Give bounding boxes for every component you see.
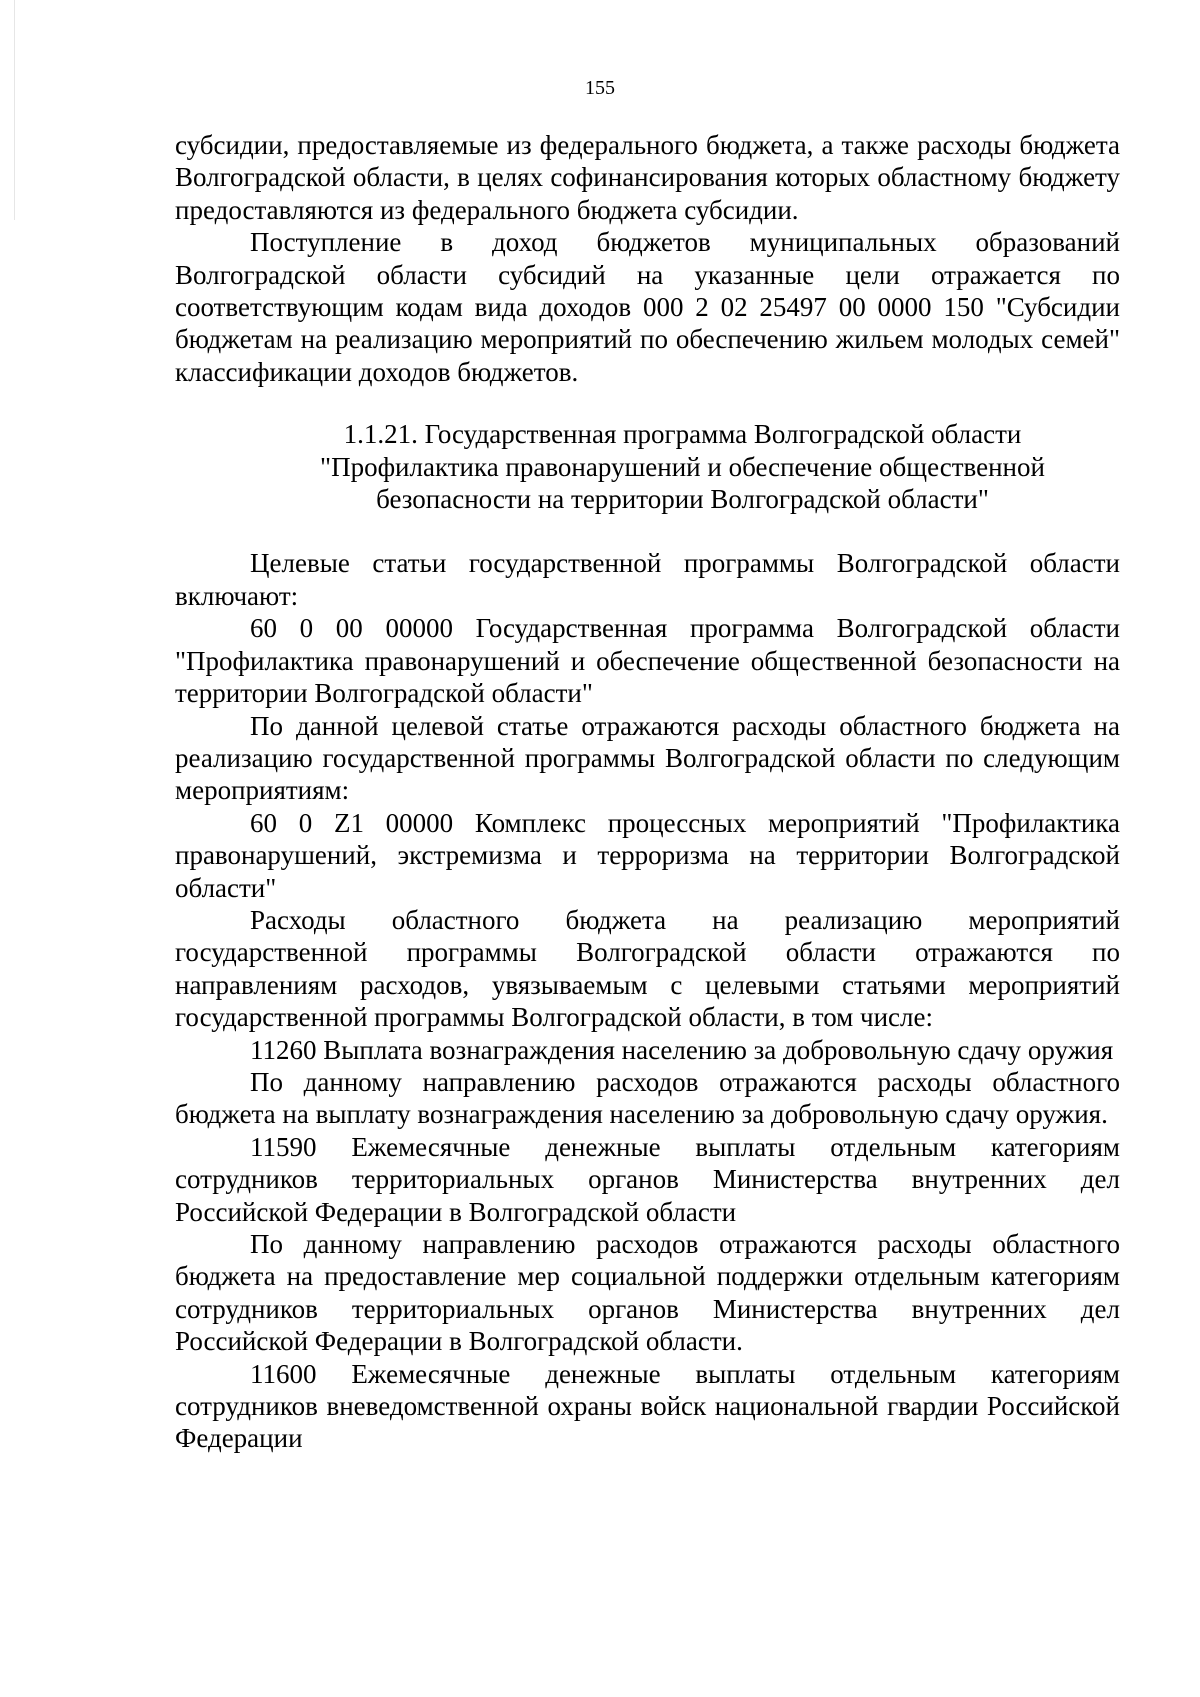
paragraph-continuation: субсидии, предоставляемые из федерального бюджета, а также расходы бюджета Волгоградской области, в целях софинансирования которых областному бюджету предоставляются из федерального бюджета субсидии. — [175, 130, 1120, 225]
paragraph-code-60z1: 60 0 Z1 00000 Комплекс процессных мероприятий "Профилактика правонарушений, экстремизма и терроризма на территории Волгоградской области" — [175, 807, 1120, 903]
section-heading-line-2: "Профилактика правонарушений и обеспечение общественной — [320, 451, 1045, 482]
page-number: 155 — [585, 77, 615, 99]
section-heading-line-3: безопасности на территории Волгоградской области" — [376, 484, 989, 515]
paragraph-code-11590: 11590 Ежемесячные денежные выплаты отдельным категориям сотрудников территориальных органов Министерства внутренних дел Российской Федерации в Волгоградской области — [175, 1131, 1120, 1227]
paragraph-11260-description: По данному направлению расходов отражаются расходы областного бюджета на выплату вознаграждения населению за добровольную сдачу оружия. — [175, 1066, 1120, 1130]
paragraph-income-receipt: Поступление в доход бюджетов муниципальных образований Волгоградской области субсидий на указанные цели отражается по соответствующим кодам вида доходов 000 2 02 25497 00 0000 150 "Субсидии бюджетам на реализацию мероприятий по обеспечению жильем молодых семей" классификации доходов бюджетов. — [175, 227, 1120, 387]
paragraph-expenses-description: По данной целевой статье отражаются расходы областного бюджета на реализацию государственной программы Волгоградской области по следующим мероприятиям: — [175, 710, 1120, 806]
paragraph-expense-directions: Расходы областного бюджета на реализацию мероприятий государственной программы Волгоградской области отражаются по направлениям расходов, увязываемым с целевыми статьями мероприятий государственной программы Волгоградской области, в том числе: — [175, 904, 1120, 1033]
paragraph-code-11600: 11600 Ежемесячные денежные выплаты отдельным категориям сотрудников вневедомственной охраны войск национальной гвардии Российской Федерации — [175, 1358, 1120, 1454]
paragraph-code-11260: 11260 Выплата вознаграждения населению за добровольную сдачу оружия — [250, 1034, 1114, 1065]
section-heading-line-1: 1.1.21. Государственная программа Волгоградской области — [343, 419, 1022, 450]
section-heading — [175, 388, 1120, 547]
scan-edge-mark — [14, 0, 15, 220]
paragraph-11590-description: По данному направлению расходов отражаются расходы областного бюджета на предоставление мер социальной поддержки отдельным категориям сотрудников территориальных органов Министерства внутренних дел Российской Федерации в Волгоградской области. — [175, 1229, 1120, 1357]
document-body — [175, 129, 1120, 1455]
paragraph-code-600000000: 60 0 00 00000 Государственная программа Волгоградской области "Профилактика правонарушений и обеспечение общественной безопасности на территории Волгоградской области" — [175, 613, 1120, 709]
paragraph-target-articles: Целевые статьи государственной программы Волгоградской области включают: — [175, 548, 1120, 611]
